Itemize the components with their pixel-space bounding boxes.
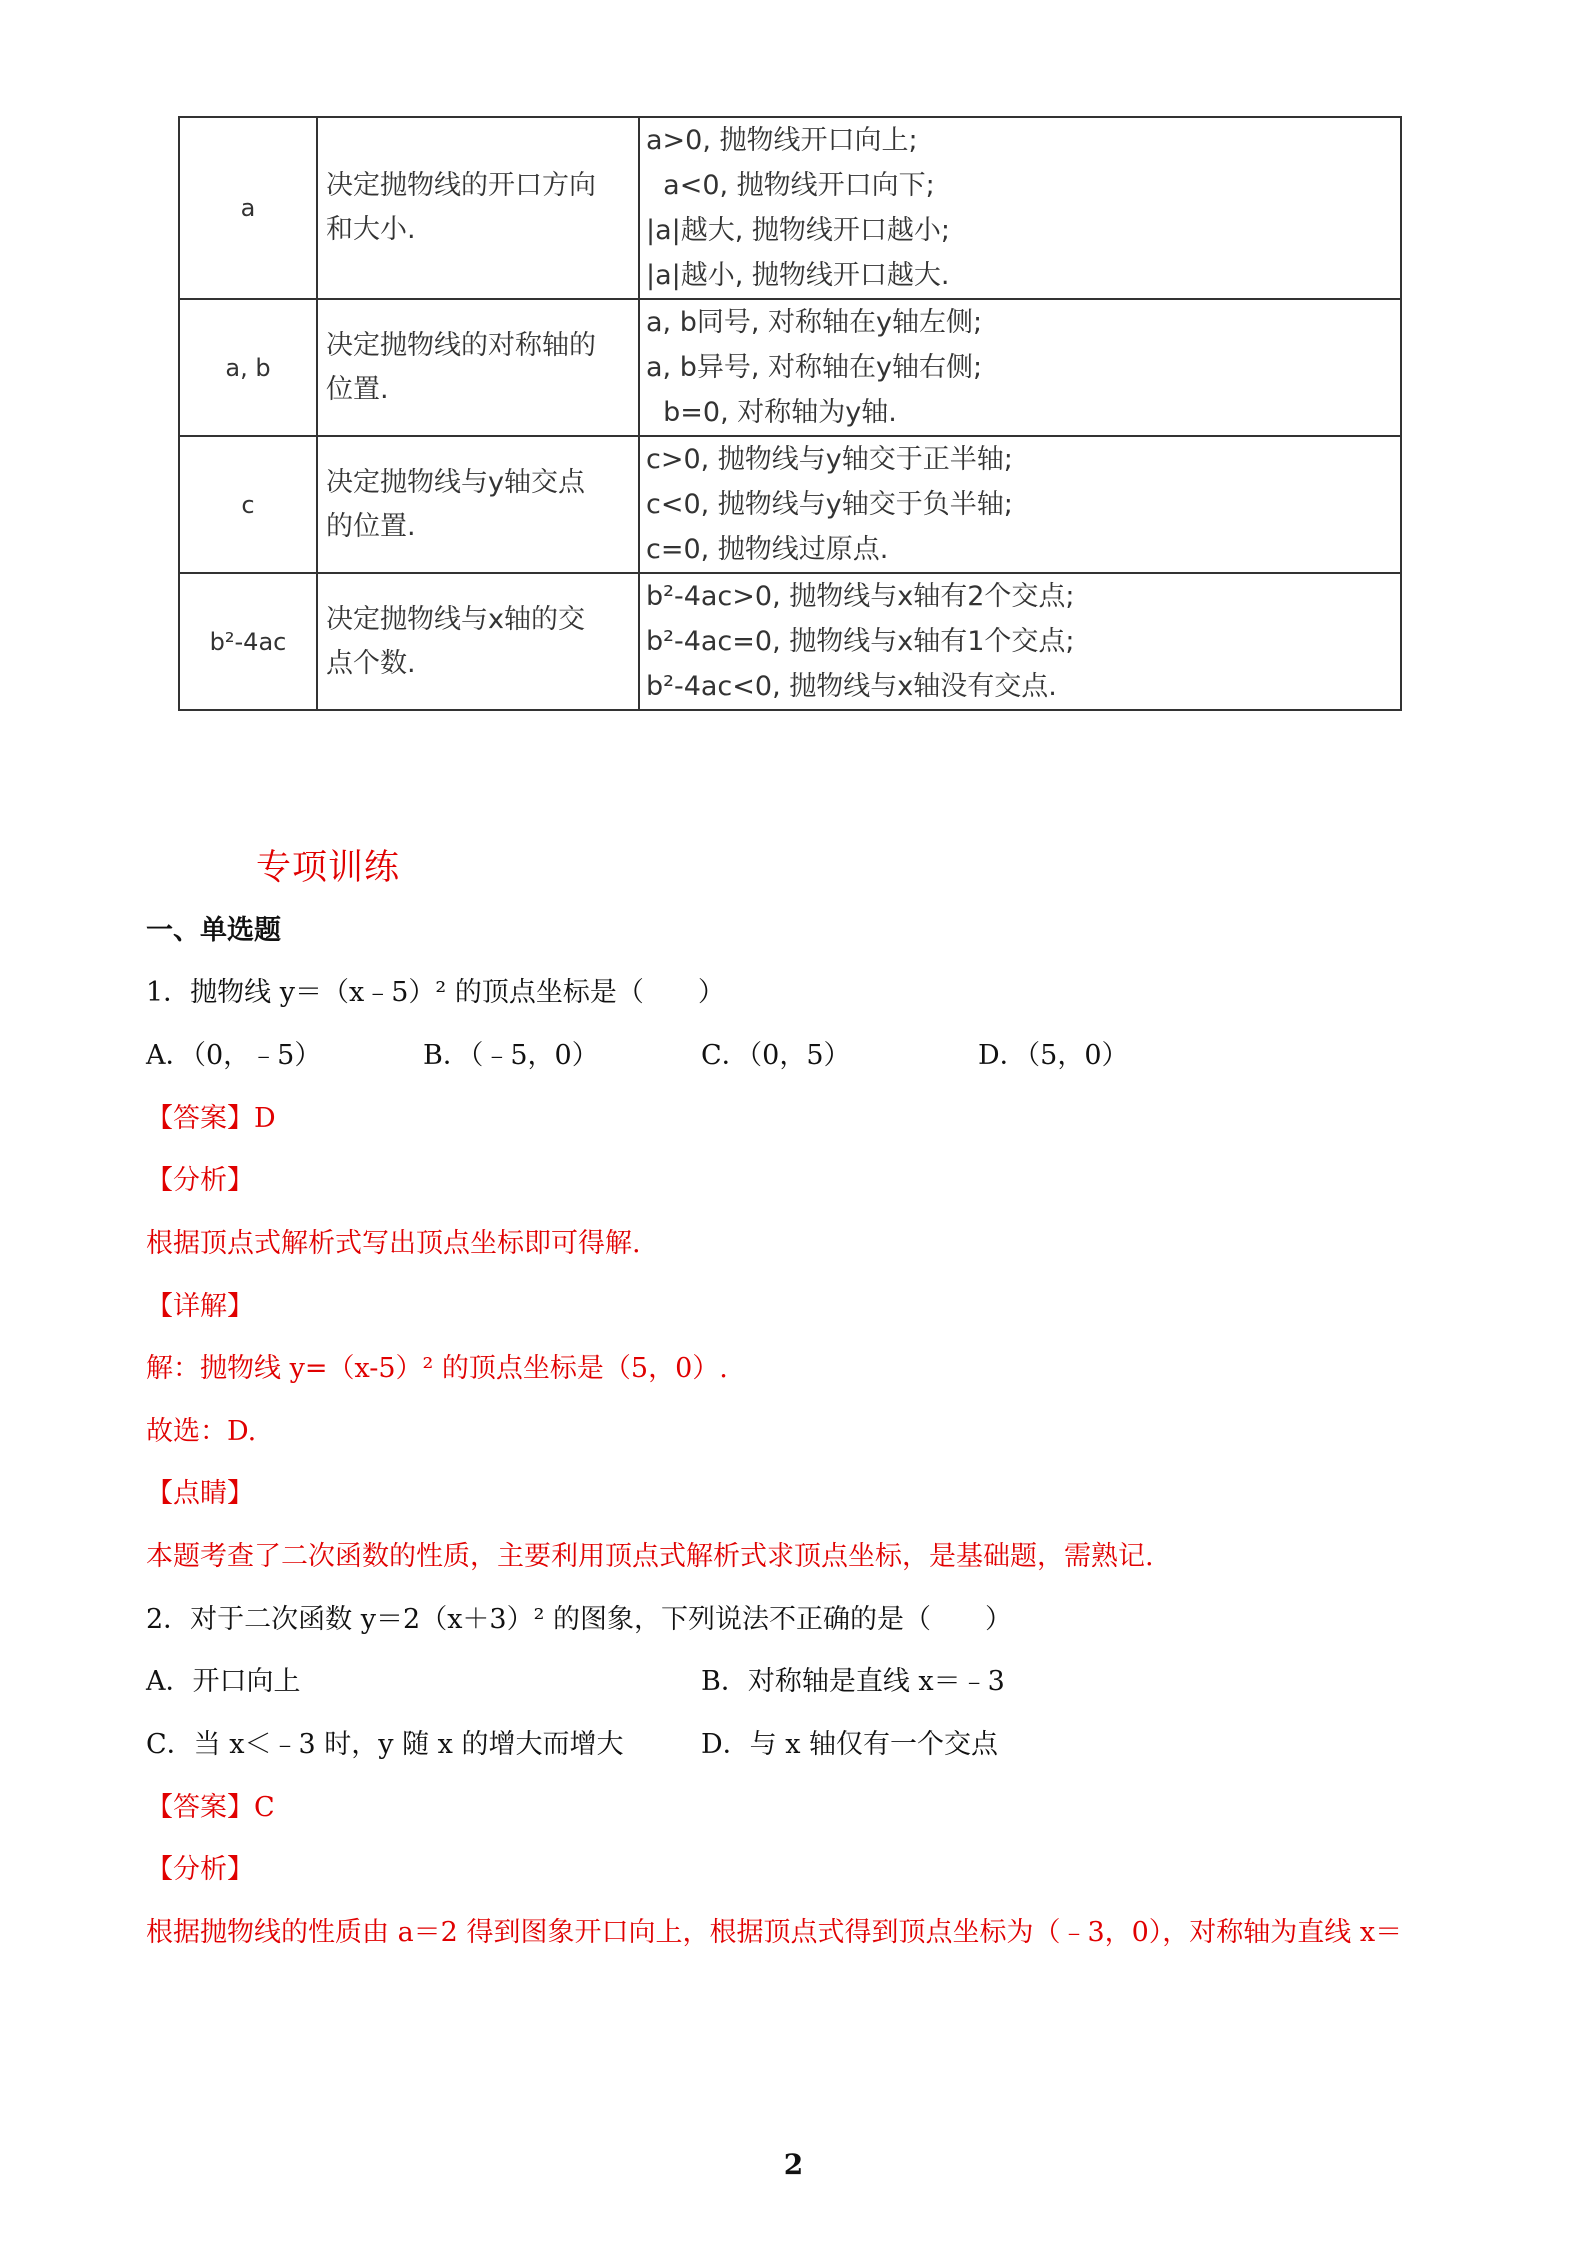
conclusion-line: c=0, 抛物线过原点. xyxy=(646,534,889,565)
q2-analysis: 根据抛物线的性质由 a＝2 得到图象开口向上，根据顶点式得到顶点坐标为（﹣3，0），对称轴为直线 x＝ xyxy=(146,1917,1403,1948)
role-cell xyxy=(317,117,639,299)
coef-cell: a, b xyxy=(179,299,317,436)
q1-option-c: C．（0，5） xyxy=(701,1040,851,1071)
table-row xyxy=(179,299,1401,436)
role-cell xyxy=(317,436,639,573)
q1-detail: 解：抛物线 y=（x-5）² 的顶点坐标是（5，0）. xyxy=(146,1353,728,1384)
conclusion-line: b²-4ac>0, 抛物线与x轴有2个交点; xyxy=(646,581,1075,612)
table-row xyxy=(179,573,1401,710)
q1-comment-label: 【点睛】 xyxy=(146,1478,254,1509)
conclusion-line: |a|越大, 抛物线开口越小; xyxy=(646,215,951,246)
section-title: 专项训练 xyxy=(256,848,401,888)
conclusion-cell xyxy=(639,117,1401,299)
role-line: 决定抛物线与y轴交点 xyxy=(326,466,585,498)
q1-answer: 【答案】D xyxy=(146,1103,276,1134)
role-line: 的位置. xyxy=(326,510,416,542)
coef-cell: b²-4ac xyxy=(179,573,317,710)
conclusion-line: c>0, 抛物线与y轴交于正半轴; xyxy=(646,444,1013,475)
q1-analysis: 根据顶点式解析式写出顶点坐标即可得解. xyxy=(146,1228,641,1259)
table-row xyxy=(179,117,1401,299)
q1-detail-label: 【详解】 xyxy=(146,1291,254,1322)
q1-analysis-label: 【分析】 xyxy=(146,1165,254,1196)
role-line: 位置. xyxy=(326,373,389,405)
coef-cell: a xyxy=(179,117,317,299)
role-cell xyxy=(317,573,639,710)
q2-analysis-label: 【分析】 xyxy=(146,1854,254,1885)
coef-cell: c xyxy=(179,436,317,573)
table-row xyxy=(179,436,1401,573)
q2-option-c: C．当 x＜﹣3 时，y 随 x 的增大而增大 xyxy=(146,1729,624,1760)
q2-answer: 【答案】C xyxy=(146,1792,275,1823)
conclusion-line: b²-4ac=0, 抛物线与x轴有1个交点; xyxy=(646,626,1075,657)
q2-option-b: B．对称轴是直线 x＝﹣3 xyxy=(701,1666,1005,1697)
role-cell xyxy=(317,299,639,436)
conclusion-line: a, b异号, 对称轴在y轴右侧; xyxy=(646,352,983,383)
q2-option-d: D．与 x 轴仅有一个交点 xyxy=(701,1729,999,1760)
q1-comment: 本题考查了二次函数的性质，主要利用顶点式解析式求顶点坐标，是基础题，需熟记. xyxy=(146,1541,1154,1572)
role-line: 决定抛物线的对称轴的 xyxy=(326,329,596,361)
section-subtitle: 一、单选题 xyxy=(146,915,281,946)
conclusion-line: c<0, 抛物线与y轴交于负半轴; xyxy=(646,489,1013,520)
page-number: 2 xyxy=(783,2148,804,2181)
q1-option-d: D．（5，0） xyxy=(978,1040,1129,1071)
conclusion-cell xyxy=(639,299,1401,436)
conclusion-line: a<0, 抛物线开口向下; xyxy=(646,170,935,201)
conclusion-line: b=0, 对称轴为y轴. xyxy=(646,397,897,428)
conclusion-line: a, b同号, 对称轴在y轴左侧; xyxy=(646,307,983,338)
conclusion-line: b²-4ac<0, 抛物线与x轴没有交点. xyxy=(646,671,1057,702)
question-1-stem: 1．抛物线 y＝（x﹣5）² 的顶点坐标是（ ） xyxy=(146,977,725,1008)
q2-option-a: A．开口向上 xyxy=(146,1666,301,1697)
conclusion-line: |a|越小, 抛物线开口越大. xyxy=(646,260,950,291)
conclusion-line: a>0, 抛物线开口向上; xyxy=(646,125,918,156)
role-line: 决定抛物线的开口方向 xyxy=(326,170,596,201)
role-line: 点个数. xyxy=(326,647,416,679)
role-line: 决定抛物线与x轴的交 xyxy=(326,603,585,635)
q1-choice: 故选：D. xyxy=(146,1416,257,1447)
conclusion-cell xyxy=(639,436,1401,573)
question-2-stem: 2．对于二次函数 y＝2（x＋3）² 的图象，下列说法不正确的是（ ） xyxy=(146,1604,1013,1635)
q1-option-a: A．（0，﹣5） xyxy=(146,1040,322,1071)
role-line: 和大小. xyxy=(326,214,416,245)
coefficient-table xyxy=(178,116,1402,711)
q1-option-b: B．（﹣5，0） xyxy=(423,1040,599,1071)
conclusion-cell xyxy=(639,573,1401,710)
